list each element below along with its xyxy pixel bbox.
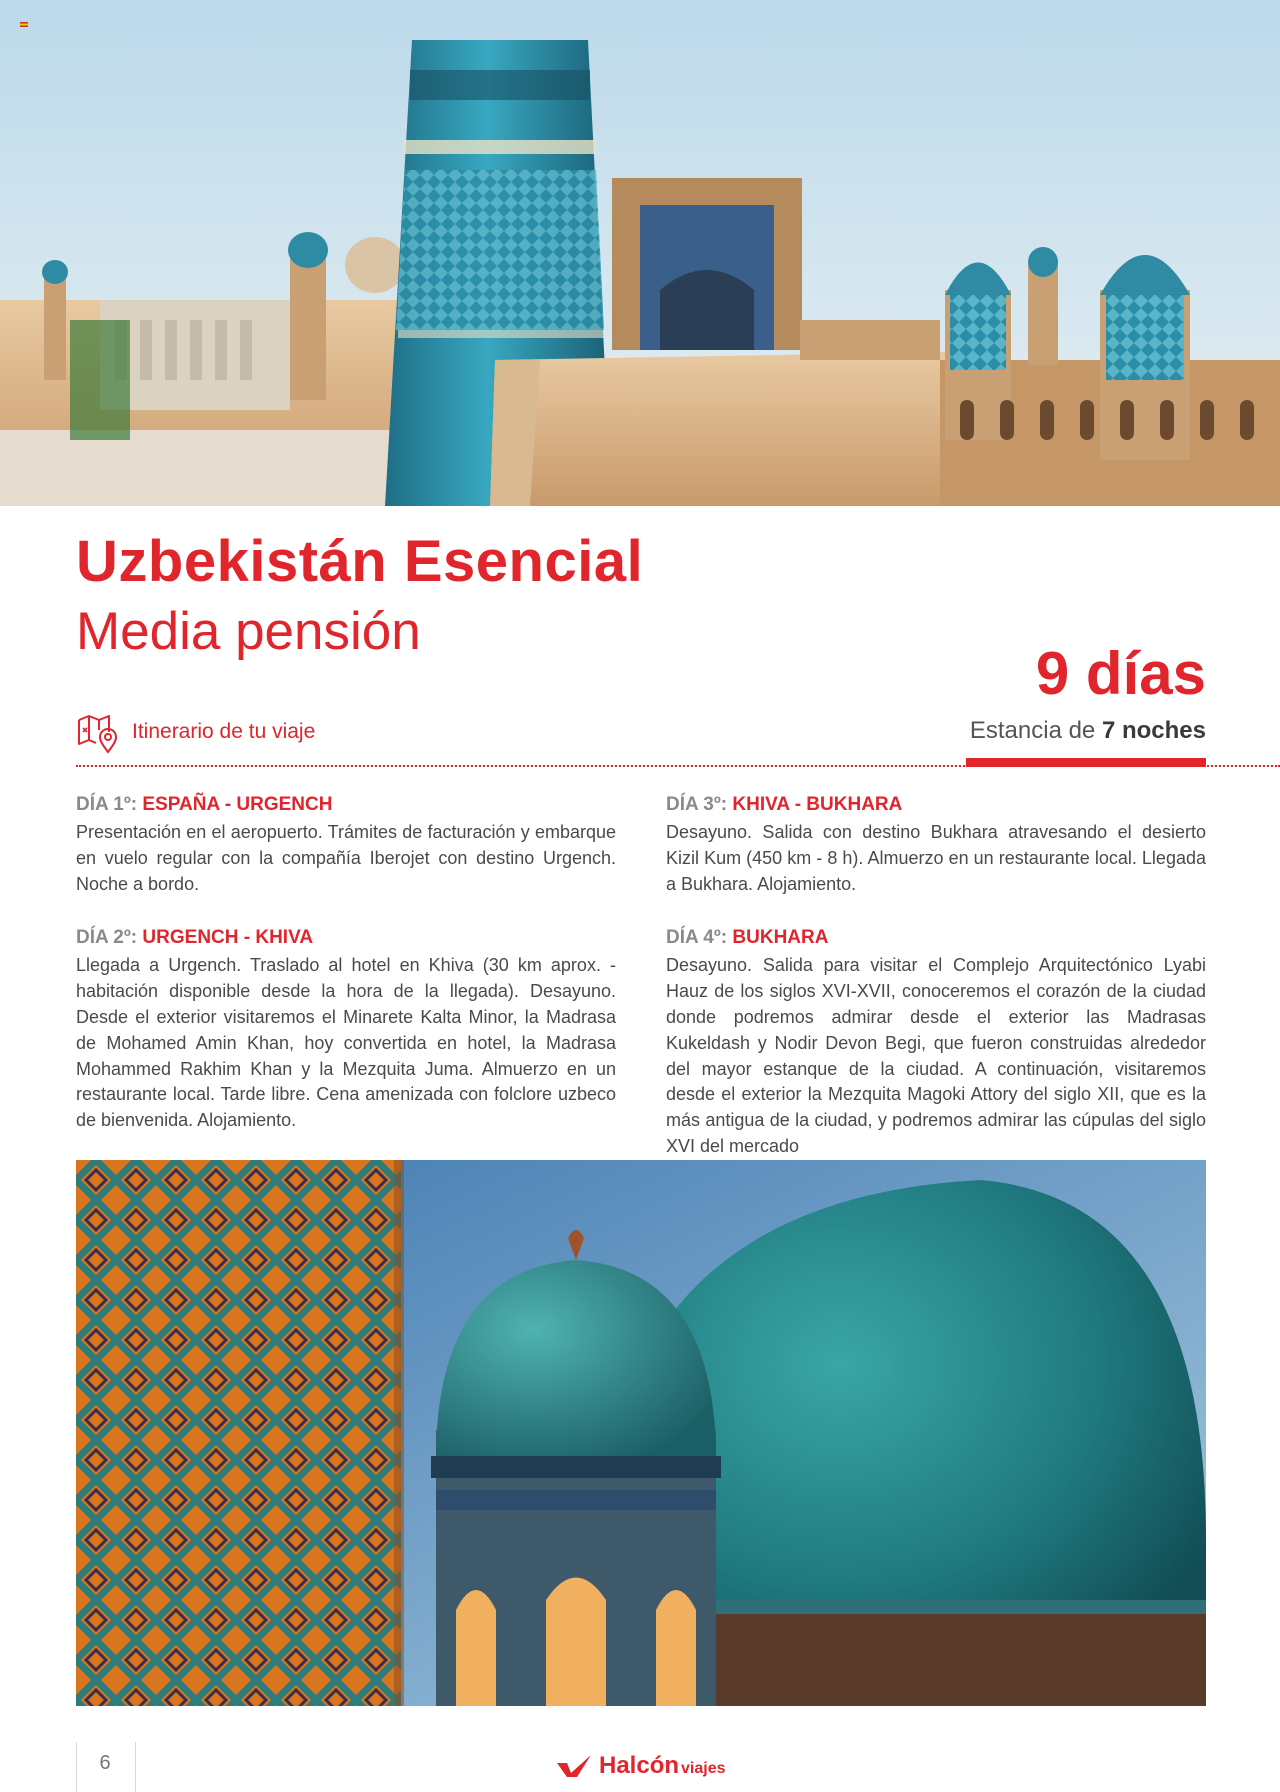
page-subtitle: Media pensión	[76, 602, 421, 661]
page-number: 6	[99, 1752, 111, 1774]
itinerary-column-left	[76, 790, 616, 1160]
day-heading	[76, 790, 616, 820]
trip-duration: 9 días	[1035, 640, 1206, 707]
brand-name: Halcón	[599, 1752, 680, 1779]
map-pin-icon	[76, 710, 120, 754]
halcon-wing-icon	[555, 1753, 595, 1779]
stay-nights-count: 7 noches	[1101, 717, 1206, 744]
hero-photo	[0, 0, 1280, 506]
itinerary-label	[76, 710, 315, 754]
accent-bar	[966, 758, 1206, 767]
stay-prefix: Estancia de	[969, 717, 1102, 744]
day-description: Llegada a Urgench. Traslado al hotel en Khiva (30 km aprox. - habitación disponible desde la hora de la llegada). Desayuno. Desde el exterior visitaremos el Minarete Kalta Minor, la Madrasa de Mohamed Amin Khan, hoy convertida en hotel, la Madrasa Mohammed Rakhim Khan y la Mezquita Juma. Almuerzo en un restaurante local. Tarde libre. Cena amenizada con folclore uzbeco de bienvenida. Alojamiento.	[76, 955, 616, 1131]
brand-sub: viajes	[681, 1760, 726, 1777]
day-route: ESPAÑA - URGENCH	[142, 794, 333, 815]
page-title: Uzbekistán Esencial	[76, 529, 644, 594]
domes-photo	[76, 1160, 1206, 1706]
itinerary-column-right	[666, 790, 1206, 1186]
bukhara-domes-illustration	[76, 1160, 1206, 1706]
brand-logo	[555, 1752, 726, 1780]
day-number: DÍA 4º:	[666, 927, 733, 949]
day-number: DÍA 2º:	[76, 927, 143, 949]
itinerary-day-4	[666, 923, 1206, 1159]
day-route: BUKHARA	[732, 927, 829, 949]
itinerary-day-1	[76, 790, 616, 897]
stay-nights	[970, 714, 1206, 748]
itinerary-day-2	[76, 923, 616, 1134]
day-number: DÍA 3º:	[666, 794, 733, 815]
day-description: Desayuno. Salida con destino Bukhara atravesando el desierto Kizil Kum (450 km - 8 h). Almuerzo en un restaurante local. Llegada a Bukhara. Alojamiento.	[666, 822, 1206, 894]
day-route: URGENCH - KHIVA	[142, 927, 314, 949]
day-description: Desayuno. Salida para visitar el Complejo Arquitectónico Lyabi Hauz de los siglos XVI-XVII, conoceremos el corazón de la ciudad donde podremos admirar desde el exterior las Madrasas Kukeldash y Nodir Devon Begi, que fueron construidas alrededor del mayor estanque de la ciudad. A continuación, visitaremos desde el exterior la Mezquita Magoki Attory del siglo XII, que es la más antigua de la ciudad, y podremos admirar las cúpulas del siglo XVI del mercado	[666, 955, 1206, 1156]
khiva-skyline-illustration	[0, 0, 1280, 506]
day-number: DÍA 1º:	[76, 794, 143, 815]
itinerary-day-3	[666, 790, 1206, 897]
flag-icon	[20, 22, 28, 27]
day-route: KHIVA - BUKHARA	[732, 794, 903, 815]
day-description: Presentación en el aeropuerto. Trámites de facturación y embarque en vuelo regular con la compañía Iberojet con destino Urgench. Noche a bordo.	[76, 822, 616, 894]
day-heading	[666, 790, 1206, 820]
day-heading	[666, 923, 1206, 953]
day-heading	[76, 923, 616, 953]
itinerary-label-text: Itinerario de tu viaje	[132, 720, 316, 743]
